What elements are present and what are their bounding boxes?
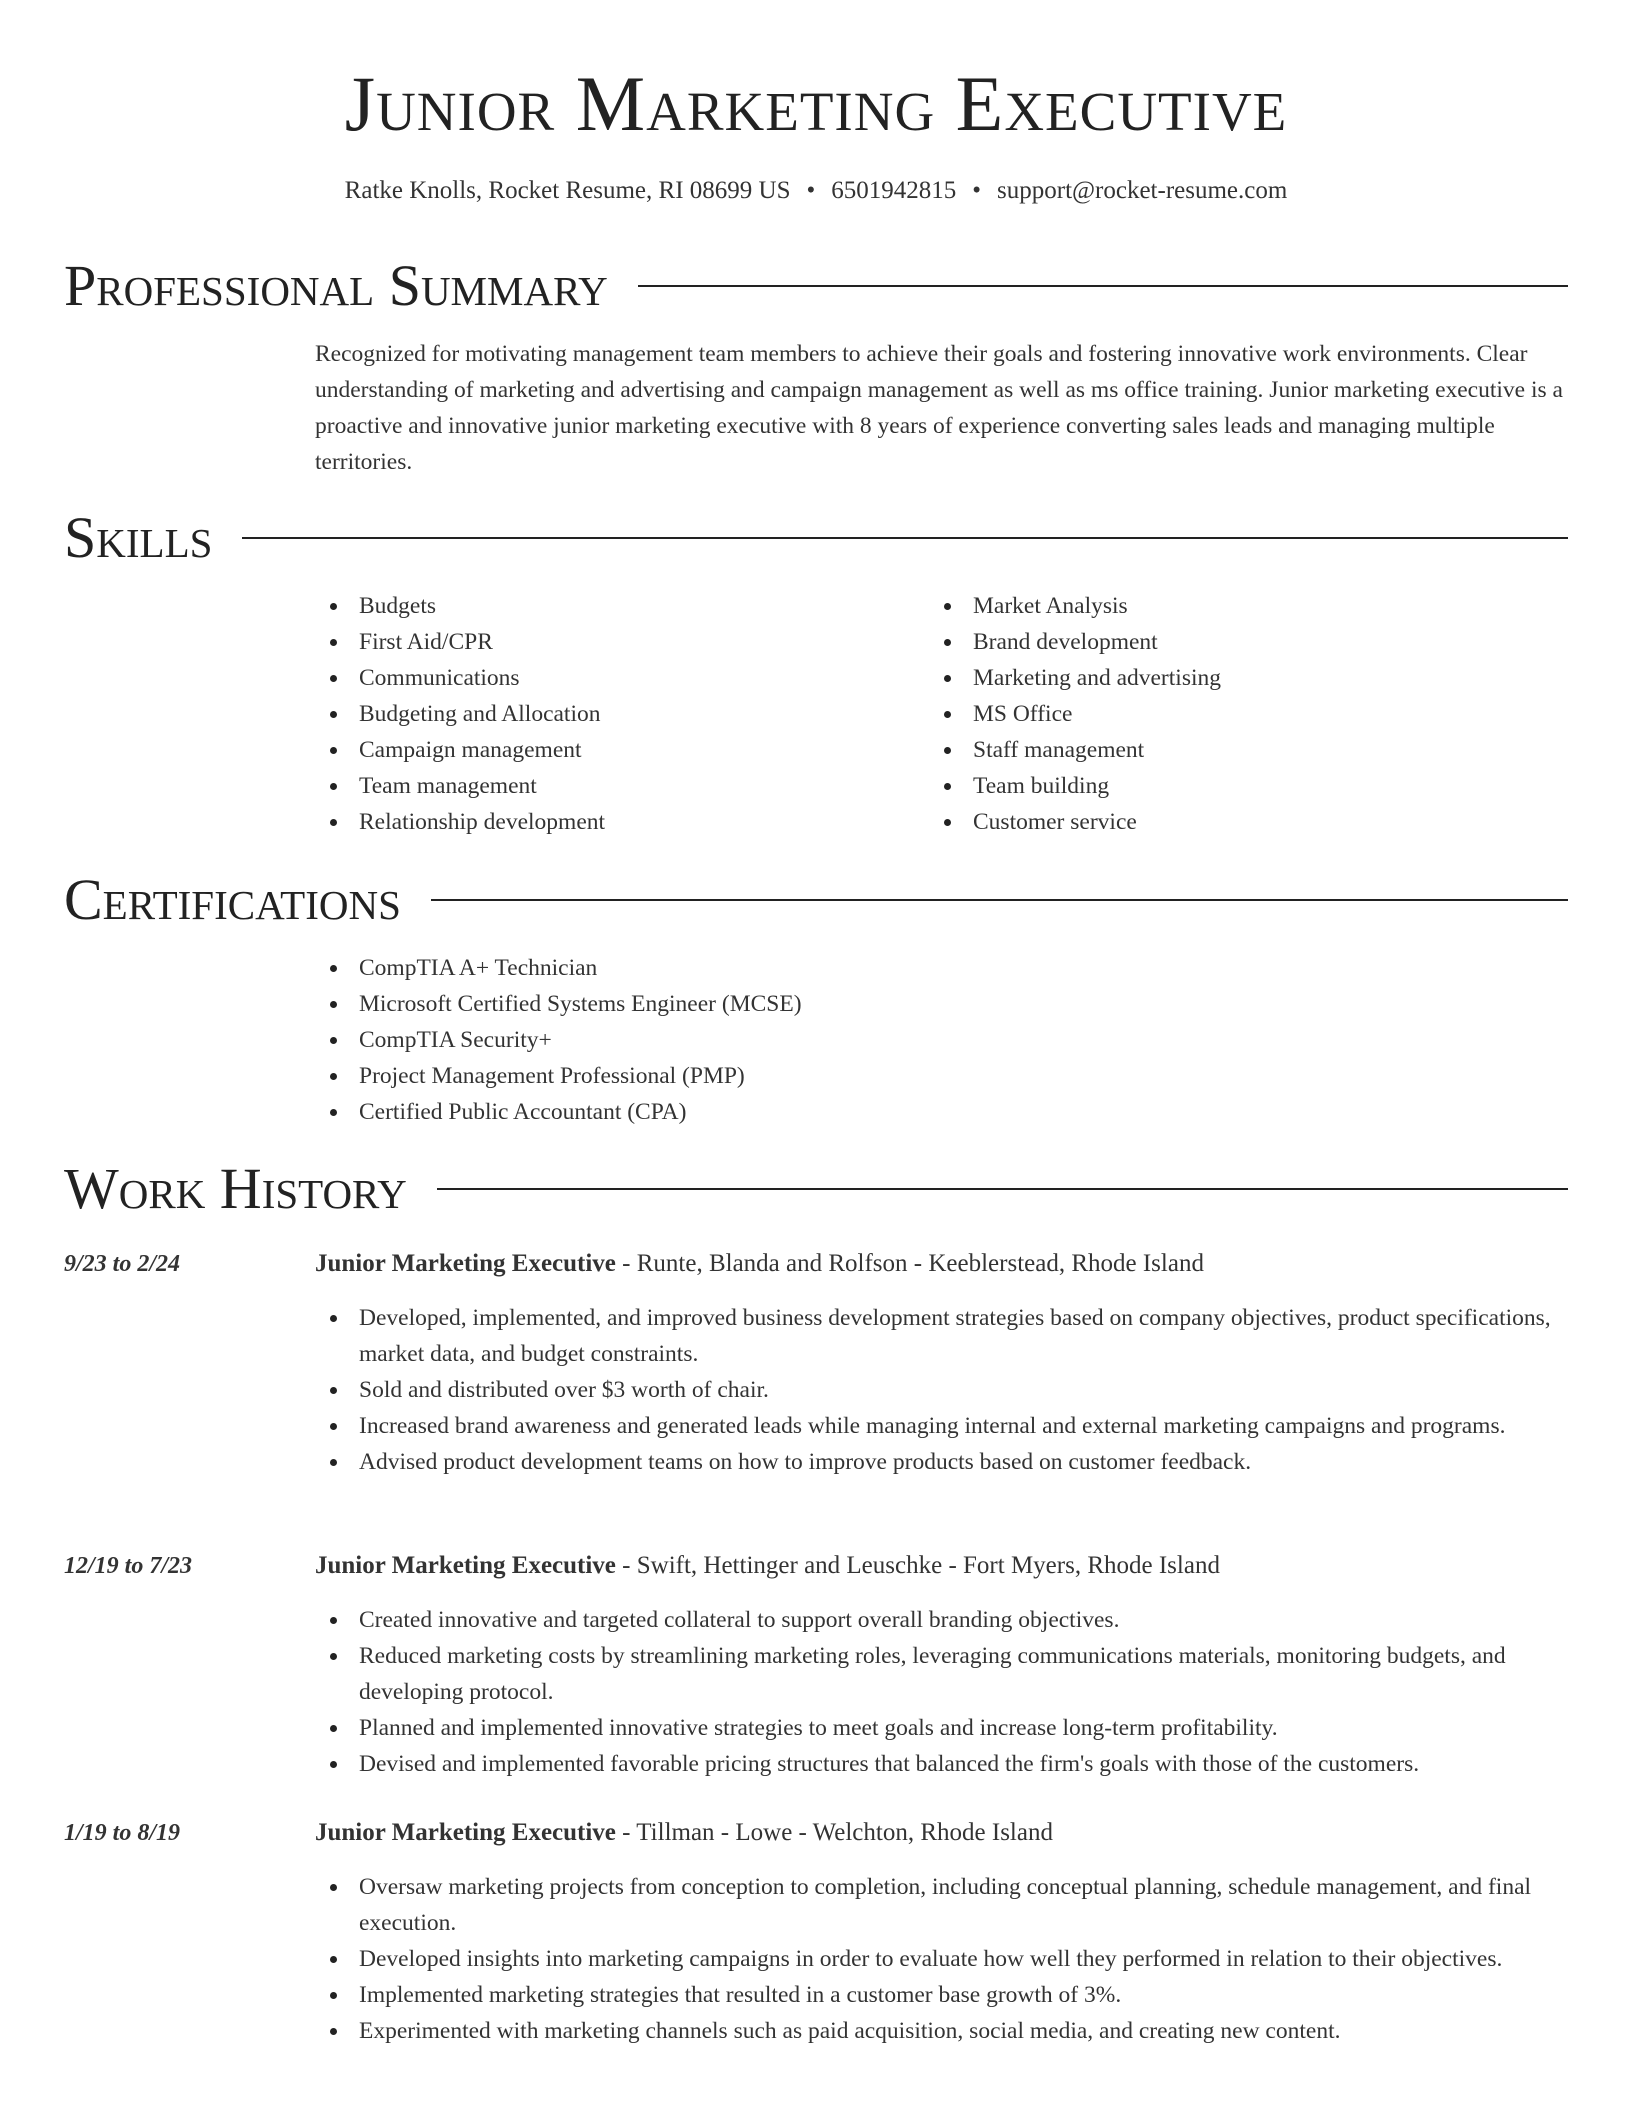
skill-item: Budgeting and Allocation bbox=[315, 696, 915, 732]
skill-item: MS Office bbox=[929, 696, 1569, 732]
job-heading bbox=[315, 1548, 1570, 1584]
job-bullet: Sold and distributed over $3 worth of chair. bbox=[315, 1372, 1570, 1408]
job-bullet: Created innovative and targeted collateral to support overall branding objectives. bbox=[315, 1602, 1570, 1638]
skill-item: Communications bbox=[315, 660, 915, 696]
job-title: Junior Marketing Executive bbox=[315, 1819, 616, 1846]
section-divider bbox=[638, 285, 1568, 287]
skills-heading-row bbox=[64, 506, 1568, 570]
certification-item: Certified Public Accountant (CPA) bbox=[315, 1094, 1570, 1130]
summary-heading-row bbox=[64, 254, 1568, 318]
job-employer: - Tillman - Lowe - Welchton, Rhode Island bbox=[615, 1819, 1053, 1846]
contact-address: Ratke Knolls, Rocket Resume, RI 08699 US bbox=[344, 177, 791, 204]
job-title: Junior Marketing Executive bbox=[315, 1250, 616, 1277]
skill-item: Team building bbox=[929, 768, 1569, 804]
job-dates: 1/19 to 8/19 bbox=[64, 1820, 181, 1846]
certifications-heading-row bbox=[64, 868, 1568, 932]
certification-item: Microsoft Certified Systems Engineer (MCSE) bbox=[315, 986, 1570, 1022]
job-bullet: Planned and implemented innovative strategies to meet goals and increase long-term profitability. bbox=[315, 1710, 1570, 1746]
skills-list-left bbox=[315, 588, 915, 840]
job-bullet: Oversaw marketing projects from conception to completion, including conceptual planning, schedule management, and final execution. bbox=[315, 1869, 1570, 1941]
skill-item: Budgets bbox=[315, 588, 915, 624]
skill-item: Staff management bbox=[929, 732, 1569, 768]
job-bullets bbox=[315, 1300, 1570, 1480]
skill-item: Market Analysis bbox=[929, 588, 1569, 624]
section-divider bbox=[242, 537, 1568, 539]
contact-email: support@rocket-resume.com bbox=[997, 177, 1288, 204]
job-bullet: Developed insights into marketing campaigns in order to evaluate how well they performed in relation to their objectives. bbox=[315, 1941, 1570, 1977]
skill-item: Relationship development bbox=[315, 804, 915, 840]
certifications-heading: Certifications bbox=[64, 867, 401, 932]
job-bullet: Experimented with marketing channels such as paid acquisition, social media, and creating new content. bbox=[315, 2013, 1570, 2049]
job-bullet: Developed, implemented, and improved business development strategies based on company objectives, product specifications, market data, and budget constraints. bbox=[315, 1300, 1570, 1372]
section-divider bbox=[431, 899, 1568, 901]
job-employer: - Runte, Blanda and Rolfson - Keeblerstead, Rhode Island bbox=[615, 1250, 1204, 1277]
certification-item: Project Management Professional (PMP) bbox=[315, 1058, 1570, 1094]
section-divider bbox=[437, 1188, 1568, 1190]
job-bullet: Devised and implemented favorable pricing structures that balanced the firm's goals with those of the customers. bbox=[315, 1746, 1570, 1782]
contact-line bbox=[0, 174, 1632, 208]
job-bullet: Increased brand awareness and generated leads while managing internal and external marketing campaigns and programs. bbox=[315, 1408, 1570, 1444]
skill-item: Campaign management bbox=[315, 732, 915, 768]
skill-item: Team management bbox=[315, 768, 915, 804]
skills-heading: Skills bbox=[64, 505, 213, 570]
job-heading bbox=[315, 1246, 1570, 1282]
work-heading-row bbox=[64, 1157, 1568, 1221]
job-heading bbox=[315, 1815, 1570, 1851]
work-heading: Work History bbox=[64, 1156, 407, 1221]
skills-list-right bbox=[929, 588, 1569, 840]
job-bullet: Advised product development teams on how to improve products based on customer feedback. bbox=[315, 1444, 1570, 1480]
job-bullet: Reduced marketing costs by streamlining marketing roles, leveraging communications materials, monitoring budgets, and developing protocol. bbox=[315, 1638, 1570, 1710]
contact-separator: • bbox=[972, 177, 982, 204]
resume-name: Junior Marketing Executive bbox=[344, 60, 1288, 147]
job-title: Junior Marketing Executive bbox=[315, 1552, 616, 1579]
skill-item: Marketing and advertising bbox=[929, 660, 1569, 696]
contact-phone: 6501942815 bbox=[831, 177, 957, 204]
job-bullets bbox=[315, 1869, 1570, 2049]
summary-text: Recognized for motivating management team members to achieve their goals and fostering innovative work environments. Clear understanding of marketing and advertising and campaign management as well as ms office training. Junior marketing executive is a proactive and innovative junior marketing executive with 8 years of experience converting sales leads and managing multiple territories. bbox=[315, 341, 1563, 475]
certifications-list bbox=[315, 950, 1570, 1130]
job-dates: 12/19 to 7/23 bbox=[64, 1553, 193, 1579]
skill-item: First Aid/CPR bbox=[315, 624, 915, 660]
summary-heading: Professional Summary bbox=[64, 253, 608, 318]
certification-item: CompTIA Security+ bbox=[315, 1022, 1570, 1058]
job-dates: 9/23 to 2/24 bbox=[64, 1251, 181, 1277]
skill-item: Brand development bbox=[929, 624, 1569, 660]
job-bullets bbox=[315, 1602, 1570, 1782]
certification-item: CompTIA A+ Technician bbox=[315, 950, 1570, 986]
job-bullet: Implemented marketing strategies that resulted in a customer base growth of 3%. bbox=[315, 1977, 1570, 2013]
job-employer: - Swift, Hettinger and Leuschke - Fort Myers, Rhode Island bbox=[615, 1552, 1220, 1579]
skill-item: Customer service bbox=[929, 804, 1569, 840]
contact-separator: • bbox=[806, 177, 816, 204]
